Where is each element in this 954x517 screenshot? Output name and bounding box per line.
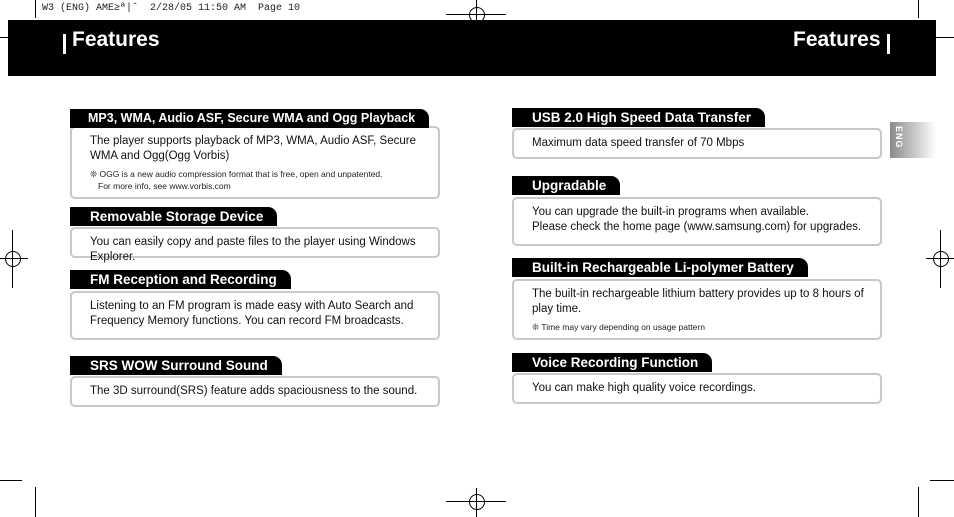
section-box (70, 227, 440, 263)
language-tab-label: ENG (894, 126, 904, 149)
registration-mark (476, 488, 477, 517)
section-heading: Upgradable (512, 176, 620, 195)
section-box (512, 373, 882, 404)
section-text: Please check the home page (www.samsung.com) for upgrades. (532, 221, 862, 233)
section-box (70, 376, 440, 407)
section-box (512, 279, 882, 340)
crop-mark (918, 0, 919, 18)
section-text: You can make high quality voice recordings. (532, 382, 756, 394)
section-text: Listening to an FM program is made easy with Auto Search and Frequency Memory functions. You can record FM broadcasts. (90, 300, 414, 327)
section-heading: Removable Storage Device (70, 207, 277, 226)
section-box (512, 197, 882, 246)
section-note: ❊ OGG is a new audio compression format that is free, open and unpatented. For more info, see www.vorbis.com (90, 169, 383, 191)
section-heading: MP3, WMA, Audio ASF, Secure WMA and Ogg Playback (70, 109, 429, 128)
section-heading: Built-in Rechargeable Li-polymer Battery (512, 258, 808, 277)
section-box (512, 128, 882, 159)
section-text: The player supports playback of MP3, WMA, Audio ASF, Secure WMA and Ogg(Ogg Vorbis) (90, 135, 416, 162)
crop-mark (0, 480, 22, 481)
page-title-left: Features (72, 28, 160, 51)
section-text: You can easily copy and paste files to the player using Windows Explorer. (90, 236, 416, 263)
registration-mark (469, 494, 485, 510)
section-heading: USB 2.0 High Speed Data Transfer (512, 108, 765, 127)
registration-mark (0, 258, 28, 259)
section-note: ❊ Time may vary depending on usage pattern (532, 322, 705, 332)
registration-mark (940, 230, 941, 288)
registration-mark (12, 230, 13, 288)
section-text: The built-in rechargeable lithium battery provides up to 8 hours of play time. (532, 288, 864, 315)
section-heading: Voice Recording Function (512, 353, 712, 372)
crop-mark (35, 487, 36, 517)
section-box (70, 126, 440, 199)
registration-mark (933, 251, 949, 267)
language-tab (890, 122, 936, 158)
title-bar-accent (63, 34, 66, 54)
crop-mark (918, 487, 919, 517)
section-box (70, 291, 440, 340)
page-title-right: Features (793, 28, 881, 51)
print-crop-header: W3 (ENG) AME≥ª|ˆ 2/28/05 11:50 AM Page 10 (42, 3, 301, 14)
section-text: You can upgrade the built-in programs when available. (532, 206, 810, 218)
registration-mark (5, 251, 21, 267)
section-heading: FM Reception and Recording (70, 270, 291, 289)
section-text: Maximum data speed transfer of 70 Mbps (532, 137, 745, 149)
section-text: The 3D surround(SRS) feature adds spaciousness to the sound. (90, 385, 418, 397)
title-bar-accent (887, 34, 890, 54)
crop-mark (930, 480, 954, 481)
section-heading: SRS WOW Surround Sound (70, 356, 282, 375)
crop-mark (35, 0, 36, 18)
